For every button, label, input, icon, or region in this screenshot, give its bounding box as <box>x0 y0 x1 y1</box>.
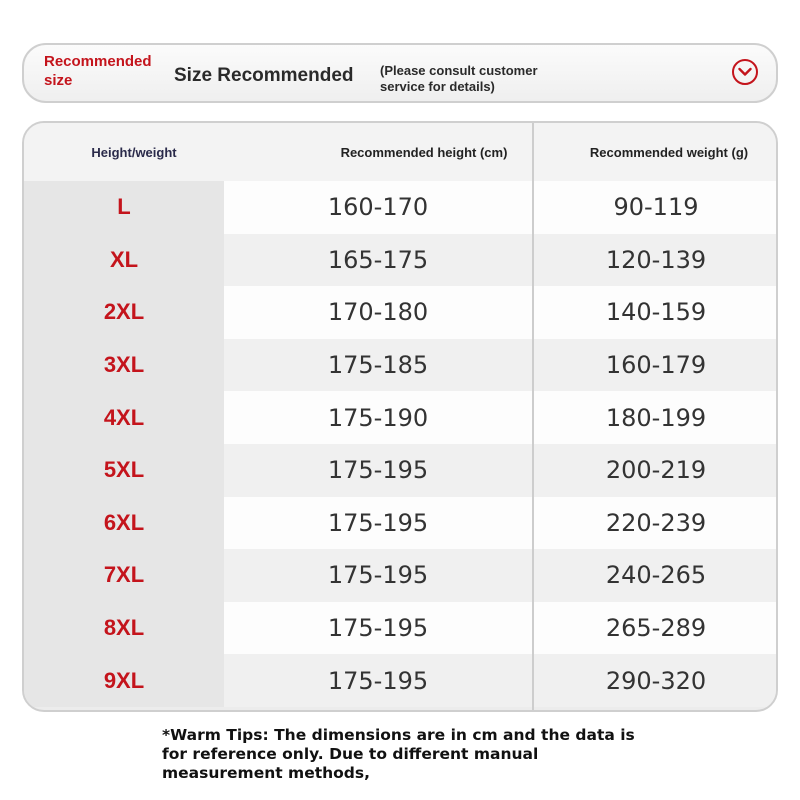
table-row <box>24 391 776 444</box>
recommended-size-label: Recommended size <box>44 53 152 89</box>
table-row <box>24 444 776 497</box>
table-row <box>24 286 776 339</box>
weight-cell: 90-119 <box>534 181 778 234</box>
size-recommended-title: Size Recommended <box>174 65 354 86</box>
size-cell: 3XL <box>24 339 224 392</box>
size-cell: 9XL <box>24 654 224 707</box>
weight-cell: 220-239 <box>534 497 778 550</box>
size-header-bar[interactable] <box>22 43 778 103</box>
table-header-row <box>24 123 776 181</box>
table-row <box>24 181 776 234</box>
height-cell: 170-180 <box>224 286 532 339</box>
height-cell: 175-195 <box>224 549 532 602</box>
height-cell: 175-195 <box>224 654 532 707</box>
weight-cell: 240-265 <box>534 549 778 602</box>
header-recommended-height: Recommended height (cm) <box>340 144 508 160</box>
weight-cell: 290-320 <box>534 654 778 707</box>
header-height-weight: Height/weight <box>91 144 177 160</box>
size-table <box>22 121 778 712</box>
table-row <box>24 497 776 550</box>
weight-cell: 160-179 <box>534 339 778 392</box>
size-cell: 6XL <box>24 497 224 550</box>
size-cell: 2XL <box>24 286 224 339</box>
weight-cell: 180-199 <box>534 391 778 444</box>
weight-cell: 265-289 <box>534 602 778 655</box>
column-divider <box>532 123 534 710</box>
height-cell: 175-195 <box>224 497 532 550</box>
size-cell: 8XL <box>24 602 224 655</box>
chevron-down-icon <box>738 67 752 77</box>
warm-tips-text: *Warm Tips: The dimensions are in cm and the data is for reference only. Due to different manual measurement methods, <box>162 726 635 782</box>
table-body <box>24 181 776 707</box>
size-cell: 4XL <box>24 391 224 444</box>
height-cell: 160-170 <box>224 181 532 234</box>
table-row <box>24 602 776 655</box>
weight-cell: 120-139 <box>534 234 778 287</box>
height-cell: 175-185 <box>224 339 532 392</box>
weight-cell: 140-159 <box>534 286 778 339</box>
size-cell: L <box>24 181 224 234</box>
table-row <box>24 234 776 287</box>
table-row <box>24 339 776 392</box>
table-row <box>24 654 776 707</box>
table-row <box>24 549 776 602</box>
weight-cell: 200-219 <box>534 444 778 497</box>
size-cell: XL <box>24 234 224 287</box>
height-cell: 175-190 <box>224 391 532 444</box>
size-cell: 7XL <box>24 549 224 602</box>
height-cell: 175-195 <box>224 602 532 655</box>
height-cell: 165-175 <box>224 234 532 287</box>
header-recommended-weight: Recommended weight (g) <box>589 144 749 160</box>
expand-button[interactable] <box>732 59 758 85</box>
consult-service-note: (Please consult customer service for details) <box>380 63 538 94</box>
height-cell: 175-195 <box>224 444 532 497</box>
size-cell: 5XL <box>24 444 224 497</box>
